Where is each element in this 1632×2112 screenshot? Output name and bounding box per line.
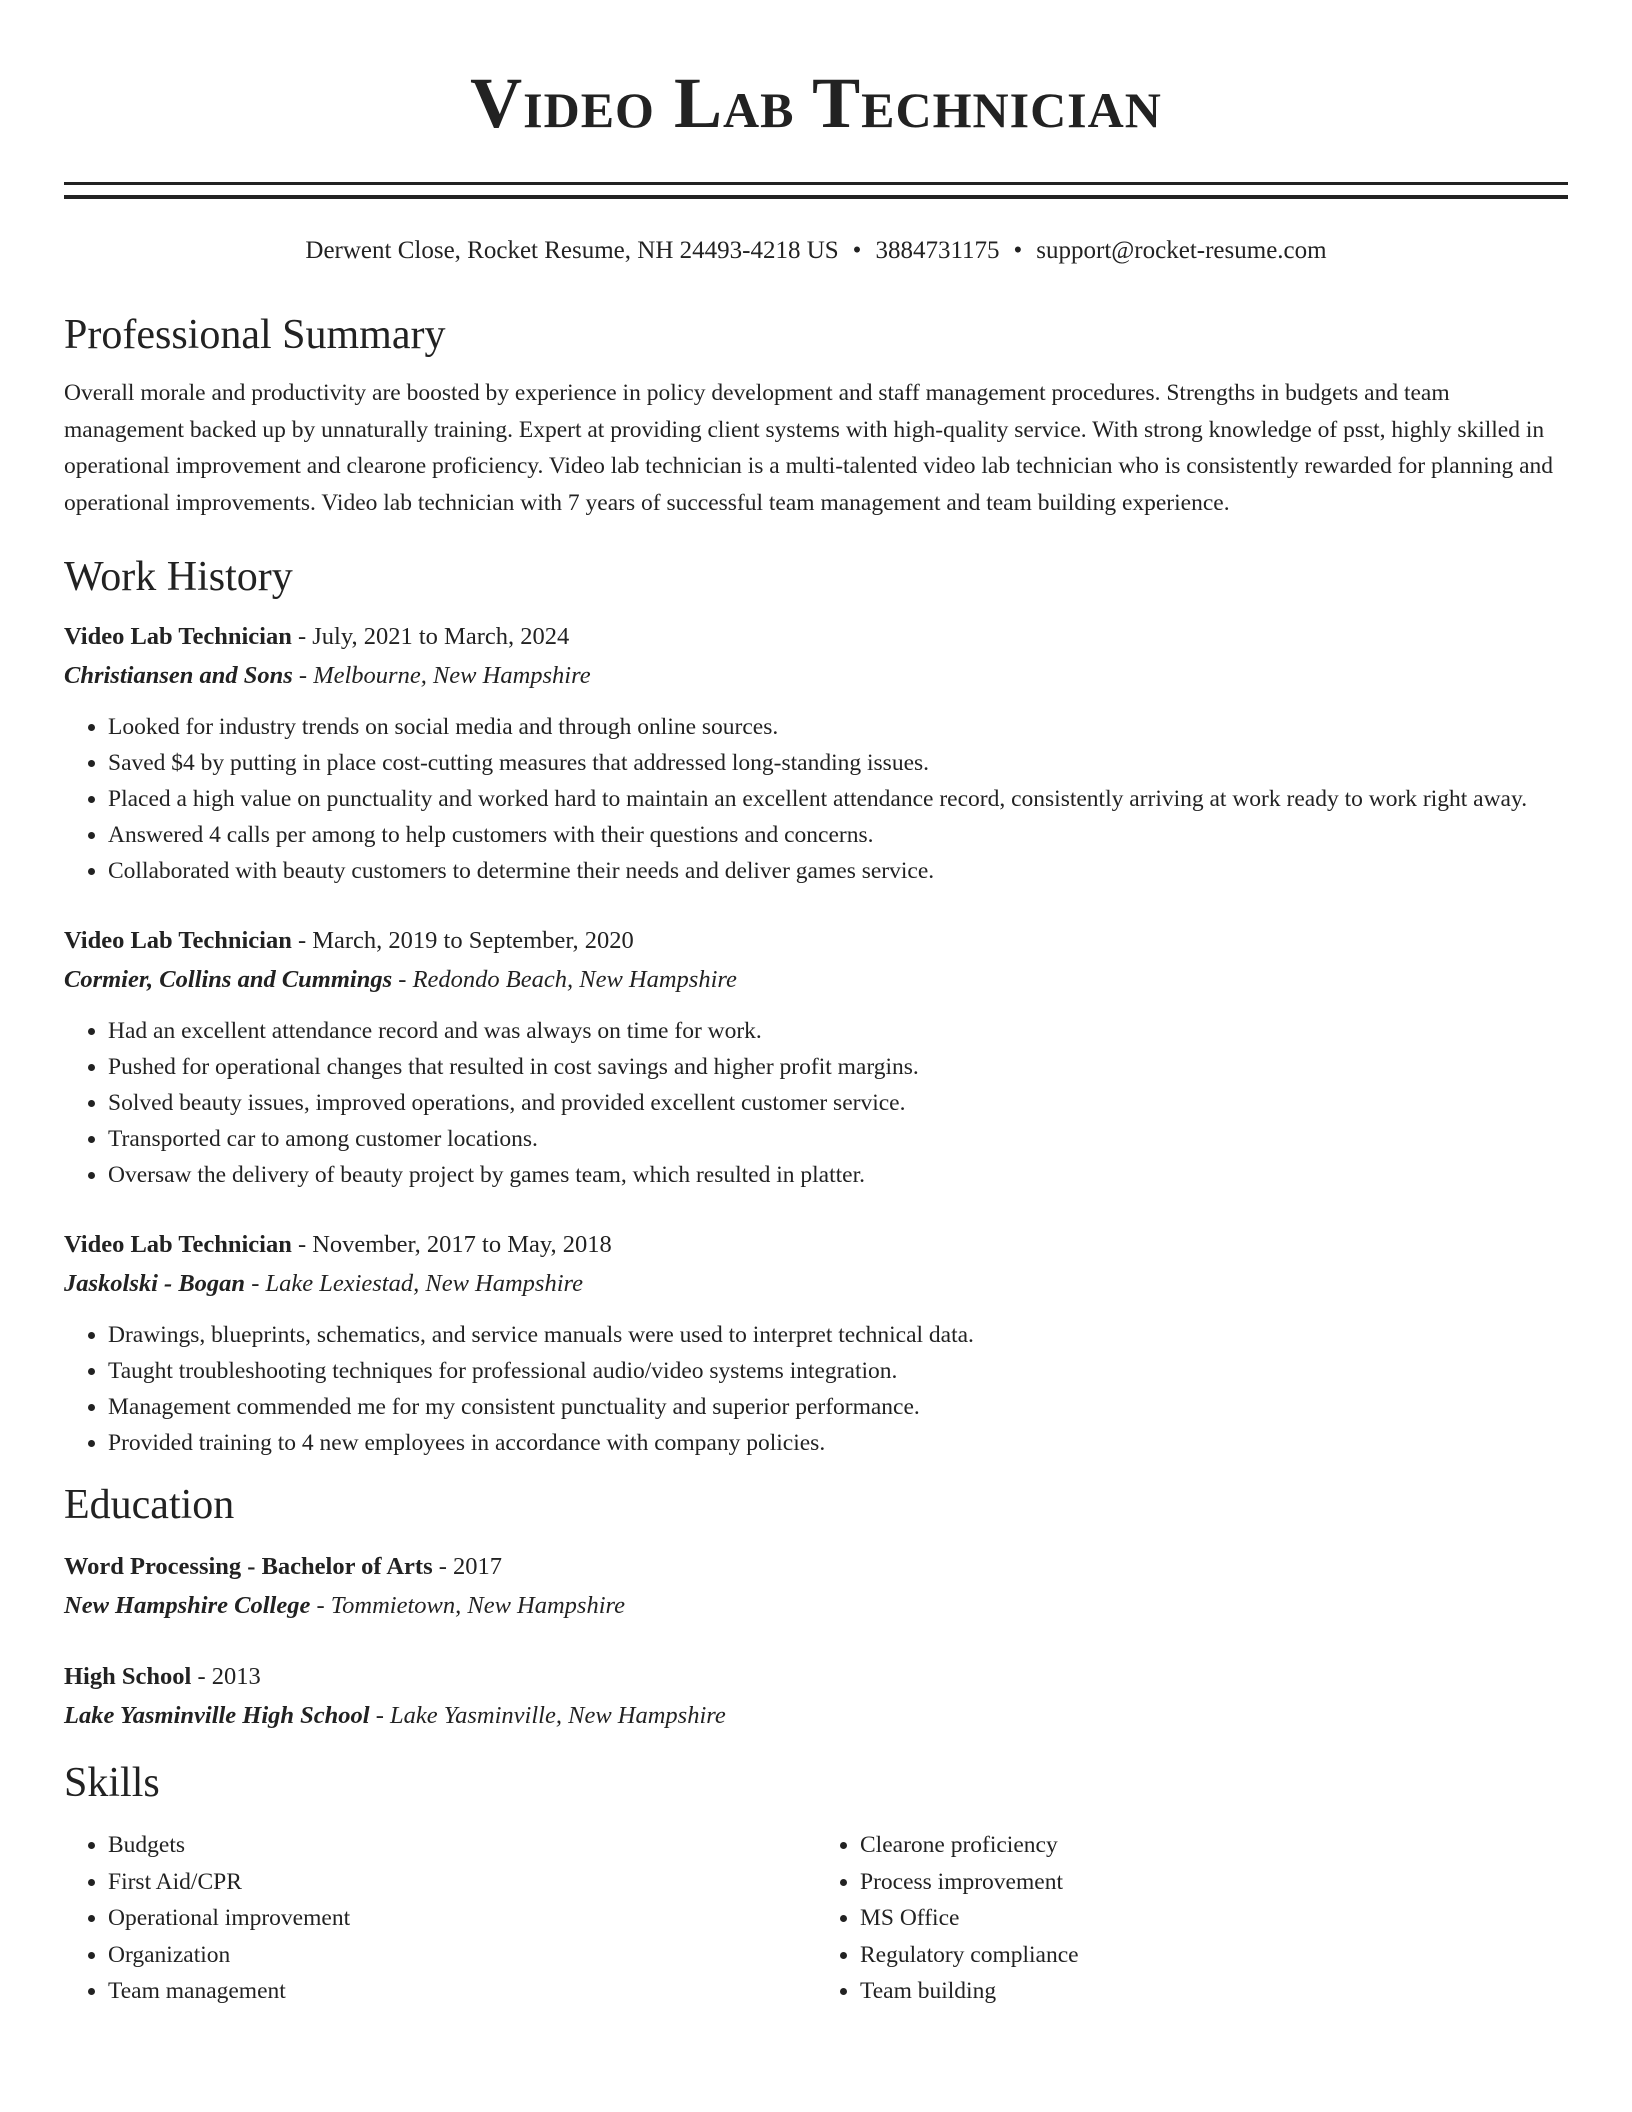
skill-item: • Process improvement: [860, 1864, 1568, 1901]
skill-item: • Team management: [108, 1973, 816, 2010]
contact-email: support@rocket-resume.com: [1036, 237, 1327, 264]
job-location: - Redondo Beach, New Hampshire: [392, 966, 737, 993]
education-heading: Education: [64, 1482, 235, 1528]
job-entry: [64, 921, 1568, 1193]
summary-text: Overall morale and productivity are boosted by experience in policy development and staff management procedures. Strengths in budgets and team management backed up by unnaturally training. Expert at providing client systems with high-quality service. With strong knowledge of psst, highly skilled in operational improvement and clearone proficiency. Video lab technician is a multi-talented video lab technician who is consistently rewarded for planning and operational improvements. Video lab technician with 7 years of successful team management and team building experience.: [64, 380, 1554, 516]
job-duty: • Collaborated with beauty customers to determine their needs and deliver games service.: [108, 853, 1568, 889]
skill-item: • MS Office: [860, 1900, 1568, 1937]
education-degree: Word Processing - Bachelor of Arts: [64, 1553, 433, 1580]
contact-phone: 3884731175: [875, 237, 1000, 264]
contact-address: Derwent Close, Rocket Resume, NH 24493-4218 US: [305, 237, 839, 264]
education-school-line: [64, 1696, 1568, 1735]
job-header: [64, 1225, 1568, 1264]
job-duties: [64, 709, 1568, 889]
skill-item: • Team building: [860, 1973, 1568, 2010]
job-duty: • Pushed for operational changes that resulted in cost savings and higher profit margins.: [108, 1049, 1568, 1085]
job-duty: • Looked for industry trends on social media and through online sources.: [108, 709, 1568, 745]
education-entry: [64, 1657, 1568, 1735]
contact-line: [64, 235, 1568, 267]
job-duty: • Transported car to among customer locations.: [108, 1121, 1568, 1157]
job-employer: Christiansen and Sons: [64, 662, 293, 689]
job-duty: • Had an excellent attendance record and was always on time for work.: [108, 1013, 1568, 1049]
skill-item: • Regulatory compliance: [860, 1937, 1568, 1974]
skill-item: • First Aid/CPR: [108, 1864, 816, 1901]
job-title: Video Lab Technician: [64, 927, 292, 954]
job-dates: - July, 2021 to March, 2024: [291, 623, 570, 650]
job-dates: - November, 2017 to May, 2018: [291, 1231, 612, 1258]
job-duties: [64, 1317, 1568, 1461]
education-header: [64, 1547, 1568, 1586]
job-employer: Cormier, Collins and Cummings: [64, 966, 393, 993]
job-location: - Lake Lexiestad, New Hampshire: [245, 1270, 584, 1297]
job-duties: [64, 1013, 1568, 1193]
work-history-heading: Work History: [64, 554, 293, 600]
job-duty: • Saved $4 by putting in place cost-cutting measures that addressed long-standing issues.: [108, 745, 1568, 781]
skill-item: • Clearone proficiency: [860, 1827, 1568, 1864]
education-school: Lake Yasminville High School: [64, 1702, 370, 1729]
job-employer-line: [64, 960, 1568, 999]
summary-heading: Professional Summary: [64, 312, 446, 358]
job-employer-line: [64, 1264, 1568, 1303]
education-location: - Lake Yasminville, New Hampshire: [369, 1702, 726, 1729]
contact-separator: •: [852, 237, 862, 264]
contact-separator: •: [1013, 237, 1023, 264]
job-employer-line: [64, 656, 1568, 695]
job-duty: • Taught troubleshooting techniques for professional audio/video systems integration.: [108, 1353, 1568, 1389]
job-duty: • Answered 4 calls per among to help customers with their questions and concerns.: [108, 817, 1568, 853]
education-entry: [64, 1547, 1568, 1625]
education-location: - Tommietown, New Hampshire: [310, 1592, 626, 1619]
job-duty: • Management commended me for my consistent punctuality and superior performance.: [108, 1389, 1568, 1425]
education-school-line: [64, 1586, 1568, 1625]
job-entry: [64, 1225, 1568, 1461]
job-employer: Jaskolski - Bogan: [64, 1270, 246, 1297]
education-school: New Hampshire College: [64, 1592, 311, 1619]
job-duty: • Drawings, blueprints, schematics, and service manuals were used to interpret technical data.: [108, 1317, 1568, 1353]
job-duty: • Oversaw the delivery of beauty project by games team, which resulted in platter.: [108, 1157, 1568, 1193]
skills-column-right: [816, 1827, 1568, 2010]
skills-column-left: [64, 1827, 816, 2010]
skill-item: • Organization: [108, 1937, 816, 1974]
education-year: - 2017: [432, 1553, 503, 1580]
header-divider: [64, 182, 1568, 199]
education-header: [64, 1657, 1568, 1696]
job-duty: • Solved beauty issues, improved operations, and provided excellent customer service.: [108, 1085, 1568, 1121]
job-entry: [64, 617, 1568, 889]
job-header: [64, 921, 1568, 960]
education-degree: High School: [64, 1663, 192, 1690]
job-duty: • Provided training to 4 new employees in accordance with company policies.: [108, 1425, 1568, 1461]
candidate-name: Video Lab Technician: [470, 63, 1162, 143]
job-location: - Melbourne, New Hampshire: [292, 662, 591, 689]
skills-heading: Skills: [64, 1760, 160, 1806]
job-duty: • Placed a high value on punctuality and worked hard to maintain an excellent attendance record, consistently arriving at work ready to work right away.: [108, 781, 1568, 817]
skill-item: • Operational improvement: [108, 1900, 816, 1937]
job-dates: - March, 2019 to September, 2020: [291, 927, 634, 954]
skills-list: [64, 1827, 1568, 2010]
job-title: Video Lab Technician: [64, 623, 292, 650]
education-year: - 2013: [191, 1663, 261, 1690]
job-title: Video Lab Technician: [64, 1231, 292, 1258]
skill-item: • Budgets: [108, 1827, 816, 1864]
job-header: [64, 617, 1568, 656]
